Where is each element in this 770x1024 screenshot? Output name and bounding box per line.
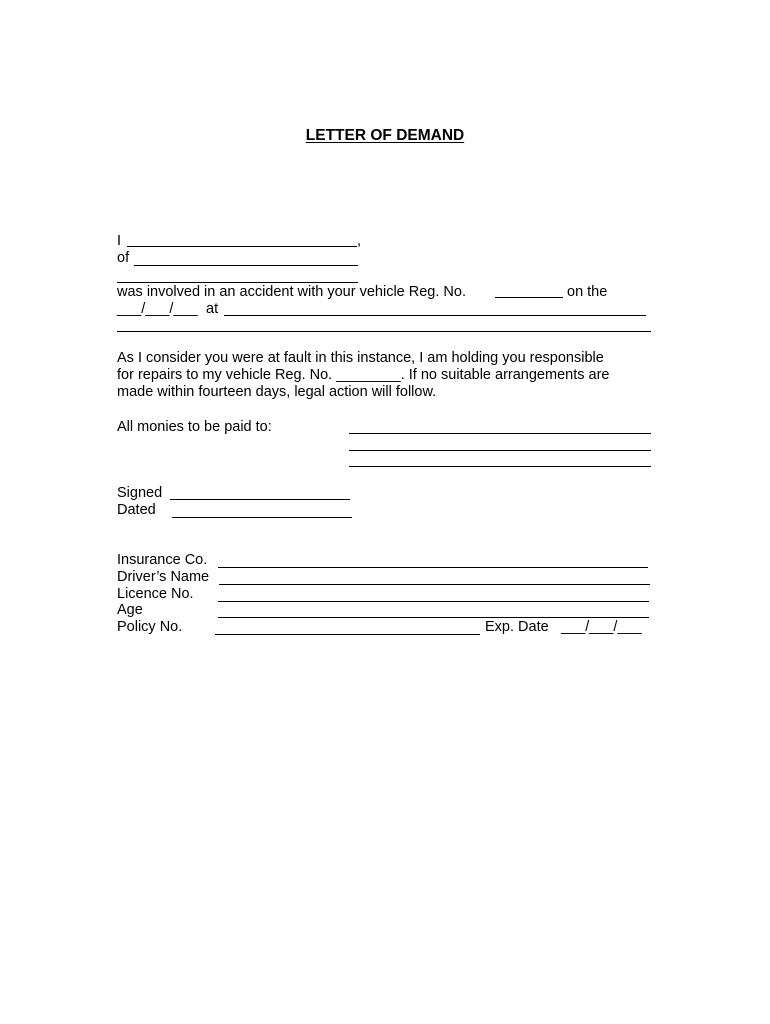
vehicle-reg-blank-line[interactable] (495, 297, 563, 298)
address-blank-line-1[interactable] (134, 265, 358, 266)
document-title: LETTER OF DEMAND (305, 127, 465, 144)
paragraph-line-1: As I consider you were at fault in this instance, I am holding you responsible (117, 350, 604, 366)
exp-date-label: Exp. Date (485, 619, 549, 635)
location-blank-line-2[interactable] (117, 331, 651, 332)
paragraph-line-3: made within fourteen days, legal action will follow. (117, 384, 437, 400)
payee-blank-line-3[interactable] (349, 466, 651, 467)
signature-blank-line[interactable] (170, 499, 350, 500)
demand-paragraph (117, 350, 677, 401)
name-comma: , (357, 233, 362, 249)
exp-date-blank[interactable]: ___/___/___ (561, 619, 642, 635)
payee-blank-line-2[interactable] (349, 450, 651, 451)
involved-text (117, 284, 466, 301)
age-blank-line[interactable] (218, 617, 649, 618)
paragraph-line-2: for repairs to my vehicle Reg. No. ________. If no suitable arrangements are (117, 367, 610, 383)
signed-label: Signed (117, 485, 163, 501)
drivers-name-label: Driver’s Name (117, 569, 210, 585)
location-blank-line-1[interactable] (224, 315, 646, 316)
name-blank-line[interactable] (127, 246, 357, 247)
on-the-label: on the (567, 284, 608, 300)
drivers-name-blank-line[interactable] (219, 584, 650, 585)
dated-label: Dated (117, 502, 156, 518)
licence-label: Licence No. (117, 586, 194, 602)
address-blank-line-2[interactable] (117, 282, 358, 283)
age-label: Age (117, 602, 143, 618)
insurance-co-blank-line[interactable] (218, 567, 648, 568)
involved-pre: was involved in an accident with your vehicle Reg. No. (117, 284, 466, 300)
policy-blank-line[interactable] (215, 634, 480, 635)
at-label: at (206, 301, 219, 317)
policy-label: Policy No. (117, 619, 183, 635)
i-label: I (117, 233, 122, 249)
payment-label: All monies to be paid to: (117, 419, 272, 435)
dated-blank-line[interactable] (172, 517, 352, 518)
insurance-co-label: Insurance Co. (117, 552, 208, 568)
of-label: of (117, 250, 130, 266)
payee-blank-line-1[interactable] (349, 433, 651, 434)
accident-date-blank[interactable]: ___/___/___ (117, 301, 198, 317)
licence-blank-line[interactable] (218, 601, 649, 602)
